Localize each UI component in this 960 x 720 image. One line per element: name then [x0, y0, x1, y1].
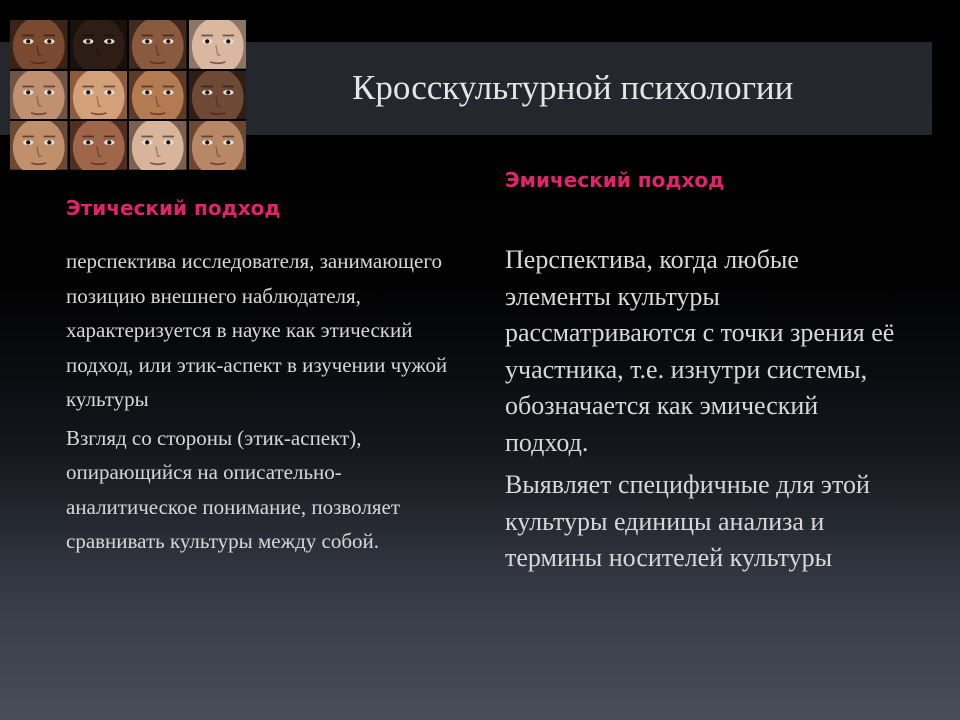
etic-approach-column [66, 244, 466, 563]
face-tile [189, 20, 247, 69]
slide-title: Кросскультурной психологии [352, 68, 794, 107]
face-tile [70, 121, 128, 170]
face-tile [10, 20, 68, 69]
face-tile [10, 121, 68, 170]
etic-approach-heading: Этический подход [66, 196, 281, 220]
face-tile [129, 121, 187, 170]
emic-approach-column [505, 242, 905, 583]
face-tile [189, 121, 247, 170]
emic-paragraph-1: Перспектива, когда любые элементы культуры рассматриваются с точки зрения её участника, т.е. изнутри системы, обозначается как эмический подход. [505, 245, 895, 457]
face-tile [70, 71, 128, 120]
etic-paragraph-1: перспектива исследователя, занимающего позицию внешнего наблюдателя, характеризуется в науке как этический подход, или этик-аспект в изучении чужой культуры [66, 249, 448, 411]
emic-approach-heading: Эмический подход [505, 168, 725, 192]
face-tile [189, 71, 247, 120]
emic-paragraph-2: Выявляет специфичные для этой культуры единицы анализа и термины носителей культуры [505, 470, 870, 572]
faces-collage-image [10, 20, 246, 170]
face-tile [70, 20, 128, 69]
face-tile [129, 20, 187, 69]
face-tile [129, 71, 187, 120]
face-tile [10, 71, 68, 120]
etic-paragraph-2: Взгляд со стороны (этик-аспект), опирающийся на описательно-аналитическое понимание, позволяет сравнивать культуры между собой. [66, 425, 401, 553]
